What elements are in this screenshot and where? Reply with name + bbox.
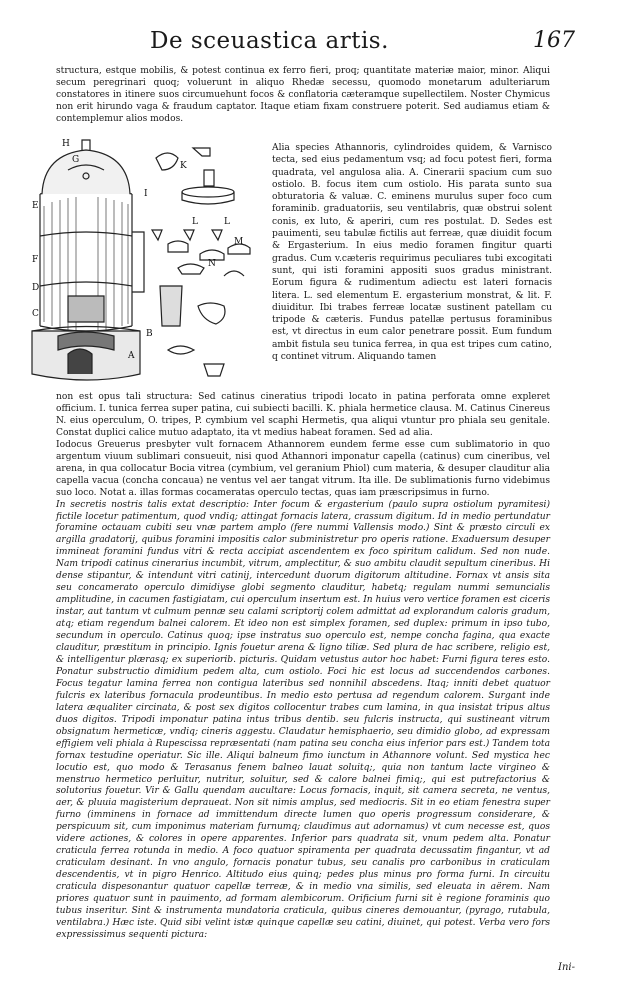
figure-label: M — [234, 237, 244, 247]
figure-label: L — [224, 217, 230, 227]
figure-label: D — [32, 283, 40, 293]
paragraph: In secretis nostris talis extat descriptio: Inter focum & ergasterium (paulo supra ostiolum pyramitesi) fictile locetur patimentum, quod vndiq; attingat fornacis latera, crassum digitum. Id in medio pertundatur foramine octauam cubiti seu vnæ partem amplo (fere nummi Vallensis modo.) Sint & præsto circuli ex argilla gradatorij, quibus foramini impositis calor subministretur pro operis ratione. Exaduersum desuper immineat foramini fundus vitri & recta accipiat ascendentem ex foco spiritum calidum. Sed non nude. Nam tripodi catinus cinerarius incumbit, vitrum, amplectitur, & suo ambitu claudit sepultum cineribus. Hi dense stipantur, & intendunt vitri catinij, intercedunt duorum digitorum altitudine. Fornax vt ansis sita seu concamerato operculo dimidiyse globi segmento clauditur, habetq; regulam nummi semuncialis amplitudine, in cacumen fastigiatam, cui operculum insertum est. In huius vero vertice foramen est ciceris instar, aut tantum vt culmum pennæ seu calami scriptorij colem admittat ad explorandum caloris gradum, atq; etiam regendum balnei calorem. Et ideo non est simplex foramen, sed duplex: primum in ipso tubo, secundum in operculo. Catinus quoq; ipse instratus suo operculo est, nempe concha fagina, qua exacte clauditur, præstitum in principio. Ignis fouetur arena & ligno tiliæ. Sed plura de hac scribere, religio est, & intelligentur plærasq; ex superiorib. picturis. Quidam vetustus autor hoc habet: Furni figura teres esto. Ponatur substructio dimidium pedem alta, cum ostiolo. Foci hic est locus ad succendendos carbones. Focus tegatur lamina ferrea non contigua lateribus sed nonnihil abscedens. Itaq; inniti debet quatuor fulcris ex lateribus fornacula prodeuntibus. In medio esto pertusa ad regendum calorem. Surgant inde latera æqualiter circinata, & post sex digitos collocentur trabes cum lamina, in qua insistat tripus altus duos digitos. Tripodi imponatur patina intus tribus dentib. seu fulcris instructa, qui sustineant vitrum obsignatum hermeticæ, vndiq; cineris aggestu. Claudatur hemisphaerio, seu dimidio globo, ad expressam effigiem veli phiala à Rupescissa repræsentati (nam patina seu concha eius inferior pars est.) Tandem tota fornax testudine operiatur. Sic ille. Aliqui balneum fimo iunctum in Athannore volunt. Sed mystica hec locutio est, quo modo & Terasanus fenem balneo lauat soluitq;, quia non tantum lacte virgineo & menstruo hermetico perluitur, nutritur, soluitur, sed & calore balnei fimiq;, qui est putrefactorius & solutorius fouetur. Vir & Gallu quendam aucultare: Locus fornacis, inquit, sit camera secreta, ne ventus, aer, & pluuia magisterium depraueat. Non sit nimis amplus, sed mediocris. Sit in eo etiam fenestra super furno (imminens in fornace ad immittendum directe lumen quo operis progressum considerare, & perspicuum sit, cum imponimus materiam furnumq; claudimus aut adornamus) vt cum necesse est, quos videre actiones, & colores in opere apparentes. Inferior pars quadrata sit, vnum pedem alta. Ponatur craticula ferrea rotunda in medio. A foco quatuor spiramenta per quadrata decussatim fingantur, vt ad craticulam desinant. In vno angulo, fornacis ponatur tubus, seu canalis pro carbonibus in craticulam descendentis, vt in pigro Henrico. Altitudo eius quinq; pedes plus minus pro forma furni. In circuitu craticula dispesonantur quatuor capellæ terreæ, & in medio vna similis, sed eleuata in aërem. Nam priores quatuor sunt in pauimento, ad formam alembicorum. Orificium furni sit è regione foraminis quo tubus inseritur. Sint & instrumenta mundatoria craticula, quibus cineres demouantur, (pyrago, rutabula, ventilabra.) Hæc iste. Quid sibi velint istæ quinque capellæ seu catini, diuinet, qui potest. Verba vero fors expressissimus sequenti pictura: — [56, 499, 550, 940]
figure-label: N — [208, 259, 216, 269]
lower-paragraph-block — [56, 392, 550, 942]
figure-label: E — [32, 201, 39, 211]
paragraph: Iodocus Greuerus presbyter vult fornacem Athannorem eundem ferme esse cum sublimatorio in quo argentum viuum sublimari consueuit, nisi quod Athannori imponatur capella (catinus) cum cineribus, vel arena, in qua collocatur Bocia vitrea (cymbium, vel geranium Phiol) cum materia, & desuper clauditur alia capella vacua (concha concaua) ne ventus vel aer tangat vitrum. Ita ille. De sublimationis furno videbimus suo loco. Notat a. illas formas cocameratas operculo tectas, quas iam præscripsimus in furno. — [56, 439, 550, 498]
running-title: De sceuastica artis. — [150, 28, 389, 54]
page-number: 167 — [533, 28, 575, 53]
figure-label: C — [32, 309, 39, 319]
side-paragraph-block — [272, 142, 552, 363]
figure-label: B — [146, 329, 153, 339]
athanor-woodcut-figure — [28, 136, 266, 388]
figure-label: I — [144, 189, 148, 199]
figure-label: H — [62, 139, 70, 149]
figure-label: F — [32, 255, 39, 265]
figure-label: A — [128, 351, 135, 361]
paragraph: Alia species Athannoris, cylindroides quidem, & Varnisco tecta, sed eius pedamentum vsq; ad focu potest fieri, forma quadrata, vel angulosa alia. A. Cinerarii spacium cum suo ostiolo. B. focus item cum ostiolo. His parata sunto sua obturatoria & valuæ. C. eminens murulus super foco cum foraminib. graduatoriis, seu ventilabris, quæ obstrui solent conis, ex luto, & aperiri, cum res postulat. D. Sedes est pauimenti, seu tabulæ fictilis aut ferreæ, quæ diuidit focum & Ergasterium. In eius medio foramen fingitur quarti gradus. Cum v.cæteris requirimus peculiares tubi excogitati sunt, qui isti foramini appositi suos gradus ministrant. Eorum figura & rudimentum adiectu est lateri fornacis litera. L. sed elementum E. ergasterium monstrat, & lit. F. diuiditur. Ibi trabes ferreæ locatæ sustinent patellam cu tripode & cæteris. Fundus patellæ pertusus foraminibus est, vt directus in eum calor penetrare possit. Eum fundum ambit fistula seu tunica ferrea, in qua est tripes cum catino, q continet vitrum. Aliquando tamen — [272, 143, 552, 363]
figure-label: G — [72, 155, 80, 165]
paragraph: non est opus tali structura: Sed catinus cineratius tripodi locato in patina perforata omne expleret officium. I. tunica ferrea super patina, cui subiecti bacilli. K. phiala hermetice clausa. M. Catinus Cinereus N. eius operculum, O. tripes, P. cymbium vel scaphi Hermetis, qua aliqui vtuntur pro phiala seu genitale. Constat duplici calice mutuo adaptato, ita vt medius habeat foramen. Sed ad alia. — [56, 392, 550, 438]
figure-label: L — [192, 217, 198, 227]
catchword: Ini- — [558, 962, 575, 973]
figure-label: K — [180, 161, 187, 171]
top-paragraph-block — [56, 66, 550, 126]
paragraph: structura, estque mobilis, & potest continua ex ferro fieri, proq; quantitate materiæ maior, minor. Aliqui secum peregrinari quoq; voluerunt in aliquo Rhedæ secessu, quomodo monetarum adulteriarum constatores in itinere suos circumuehunt focos & conflatoria cæteramque supellectilem. Noster Chymicus non erit hirundo vaga & fraudum captator. Itaque etiam fixam construere poterit. Sed audiamus etiam & contemplemur alios modos. — [56, 66, 550, 124]
